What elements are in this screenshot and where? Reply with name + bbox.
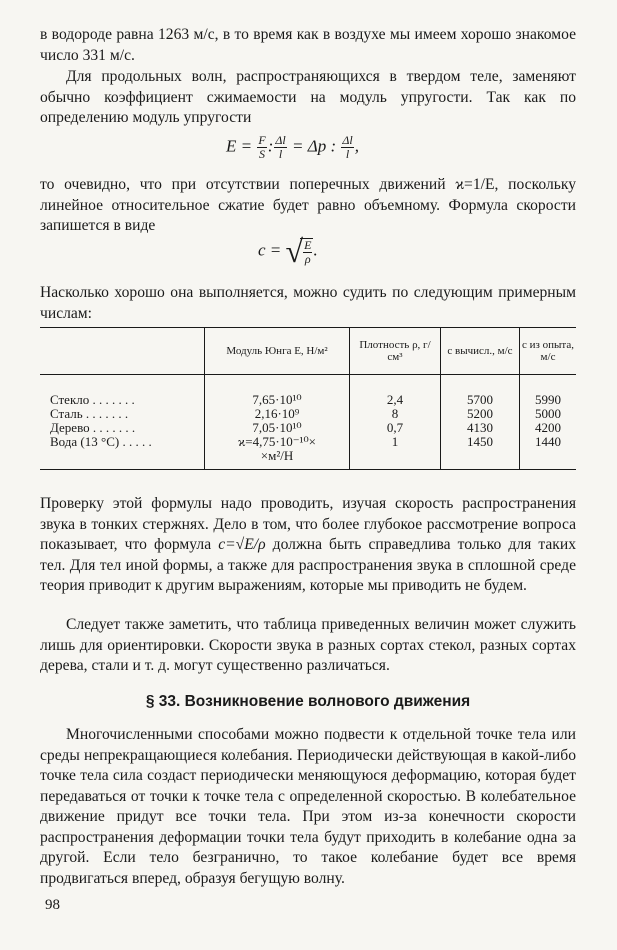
modulus-value: 7,65·10¹⁰ — [252, 392, 302, 407]
fraction-dl-over-l-2 — [341, 134, 353, 161]
header-material — [40, 328, 205, 375]
c-experimental-column — [520, 375, 577, 470]
material-name: Стекло . . . . . . . — [50, 392, 135, 407]
header-density: Плотность ρ, г/см³ — [350, 328, 441, 375]
data-table — [40, 327, 576, 470]
formula2-lhs: c = — [258, 240, 282, 260]
formula-sound-speed — [258, 233, 318, 270]
formula2-tail: . — [313, 240, 318, 260]
c-exp-value: 1440 — [535, 434, 561, 449]
radical-sign: √ — [285, 233, 304, 269]
c-calc-value: 5700 — [467, 392, 493, 407]
fraction-f-over-s — [257, 134, 266, 161]
c-exp-value: 5990 — [535, 392, 561, 407]
density-value: 1 — [391, 434, 399, 449]
density-value: 0,7 — [386, 420, 404, 435]
frac-e-num: E — [304, 237, 312, 252]
fraction-e-over-rho — [303, 239, 312, 266]
frac-rho-den: ρ — [304, 251, 311, 266]
radicand — [300, 238, 313, 266]
table-body-row — [40, 375, 576, 470]
sqrt-e-over-rho — [286, 233, 314, 270]
material-name: Дерево . . . . . . . — [50, 420, 136, 435]
frac2-den: l — [278, 147, 283, 161]
c-calculated-column — [441, 375, 520, 470]
header-c-experimental: c из опыта, м/с — [520, 328, 577, 375]
paragraph-7: Многочисленными способами можно подвести к отдельной точке тела или среды непрекращающиеся колебания. Периодически действующая в какой-либо точке тела сила создаст периодически меняющуюся деформацию, которая будет передаваться от точки к точке тела с определенной скоростью. В колебательное движение придут все точки тела. При этом из-за конечности скорости распространения деформации точки тела будут приходить в колебание одна за другой. Если тело безгранично, то такое колебание будет все время продвигаться вперед, образуя бегущую волну. — [40, 726, 576, 887]
paragraph-3: то очевидно, что при отсутствии поперечных движений ϰ=1/E, поскольку линейное относительное сжатие будет равно объемному. Формула скорости запишется в виде — [40, 176, 576, 234]
formula1-colon: : — [267, 136, 274, 156]
material-name: Вода (13 °С) . . . . . — [50, 434, 152, 449]
paragraph-5-part-a: Проверку этой формулы надо проводить, изучая скорость распространения звука в тонких стержнях. Дело в том, что более глубокое рассмотрение вопроса показывает, что формула — [40, 495, 576, 553]
modulus-value: 7,05·10¹⁰ — [252, 420, 302, 435]
frac3-num: Δl — [342, 133, 353, 147]
paragraph-5-part-b: должна быть справедлива только для таких тел. Для тел иной формы, а также для распространения звука в сплошной среде теория приводит к другим выражениям, которые мы приводить не будем. — [40, 536, 576, 594]
paragraph-2: Для продольных волн, распространяющихся в твердом теле, заменяют обычно коэффициент сжимаемости на модуль упругости. Так как по определению модуль упругости — [40, 68, 576, 126]
material-name: Сталь . . . . . . . — [50, 406, 129, 421]
page-number: 98 — [45, 897, 60, 913]
paragraph-6: Следует также заметить, что таблица приведенных величин может служить лишь для ориентировки. Скорости звука в разных сортах стекол, разных сортах дерева, стали и т. д. могут существенно различаться. — [40, 616, 576, 674]
fraction-dl-over-l-1 — [274, 134, 286, 161]
header-c-calculated: c вычисл., м/с — [441, 328, 520, 375]
density-column — [350, 375, 441, 470]
c-calc-value: 5200 — [467, 406, 493, 421]
c-exp-value: 4200 — [535, 420, 561, 435]
modulus-continuation: ×м²/Н — [260, 448, 294, 463]
paragraph-5 — [40, 494, 576, 597]
formula1-mid: = Δp : — [292, 136, 337, 156]
header-young-modulus: Модуль Юнга E, Н/м² — [205, 328, 350, 375]
c-calc-value: 1450 — [467, 434, 493, 449]
frac1-den: S — [259, 147, 266, 161]
formula1-tail: , — [354, 136, 360, 156]
modulus-value: 2,16·10⁹ — [254, 406, 300, 421]
inline-formula: c=√E/ρ — [218, 536, 266, 553]
frac1-num: F — [258, 133, 266, 147]
paragraph-1: в водороде равна 1263 м/с, в то время как в воздухе мы имеем хорошо знакомое число 331 м/с. — [40, 26, 576, 64]
formula-young-modulus — [226, 134, 359, 161]
c-exp-value: 5000 — [535, 406, 561, 421]
modulus-value: ϰ=4,75·10⁻¹⁰× — [238, 434, 316, 449]
frac3-den: l — [345, 147, 350, 161]
paragraph-4: Насколько хорошо она выполняется, можно судить по следующим примерным числам: — [40, 284, 576, 322]
material-column — [40, 375, 205, 470]
table-header-row — [40, 328, 576, 375]
modulus-column — [205, 375, 350, 470]
density-value: 2,4 — [386, 392, 404, 407]
spacer — [50, 449, 200, 463]
c-calc-value: 4130 — [467, 420, 493, 435]
density-value: 8 — [391, 406, 399, 421]
section-heading: § 33. Возникновение волнового движения — [145, 693, 471, 710]
formula1-lhs: E = — [226, 136, 253, 156]
frac2-num: Δl — [275, 133, 286, 147]
